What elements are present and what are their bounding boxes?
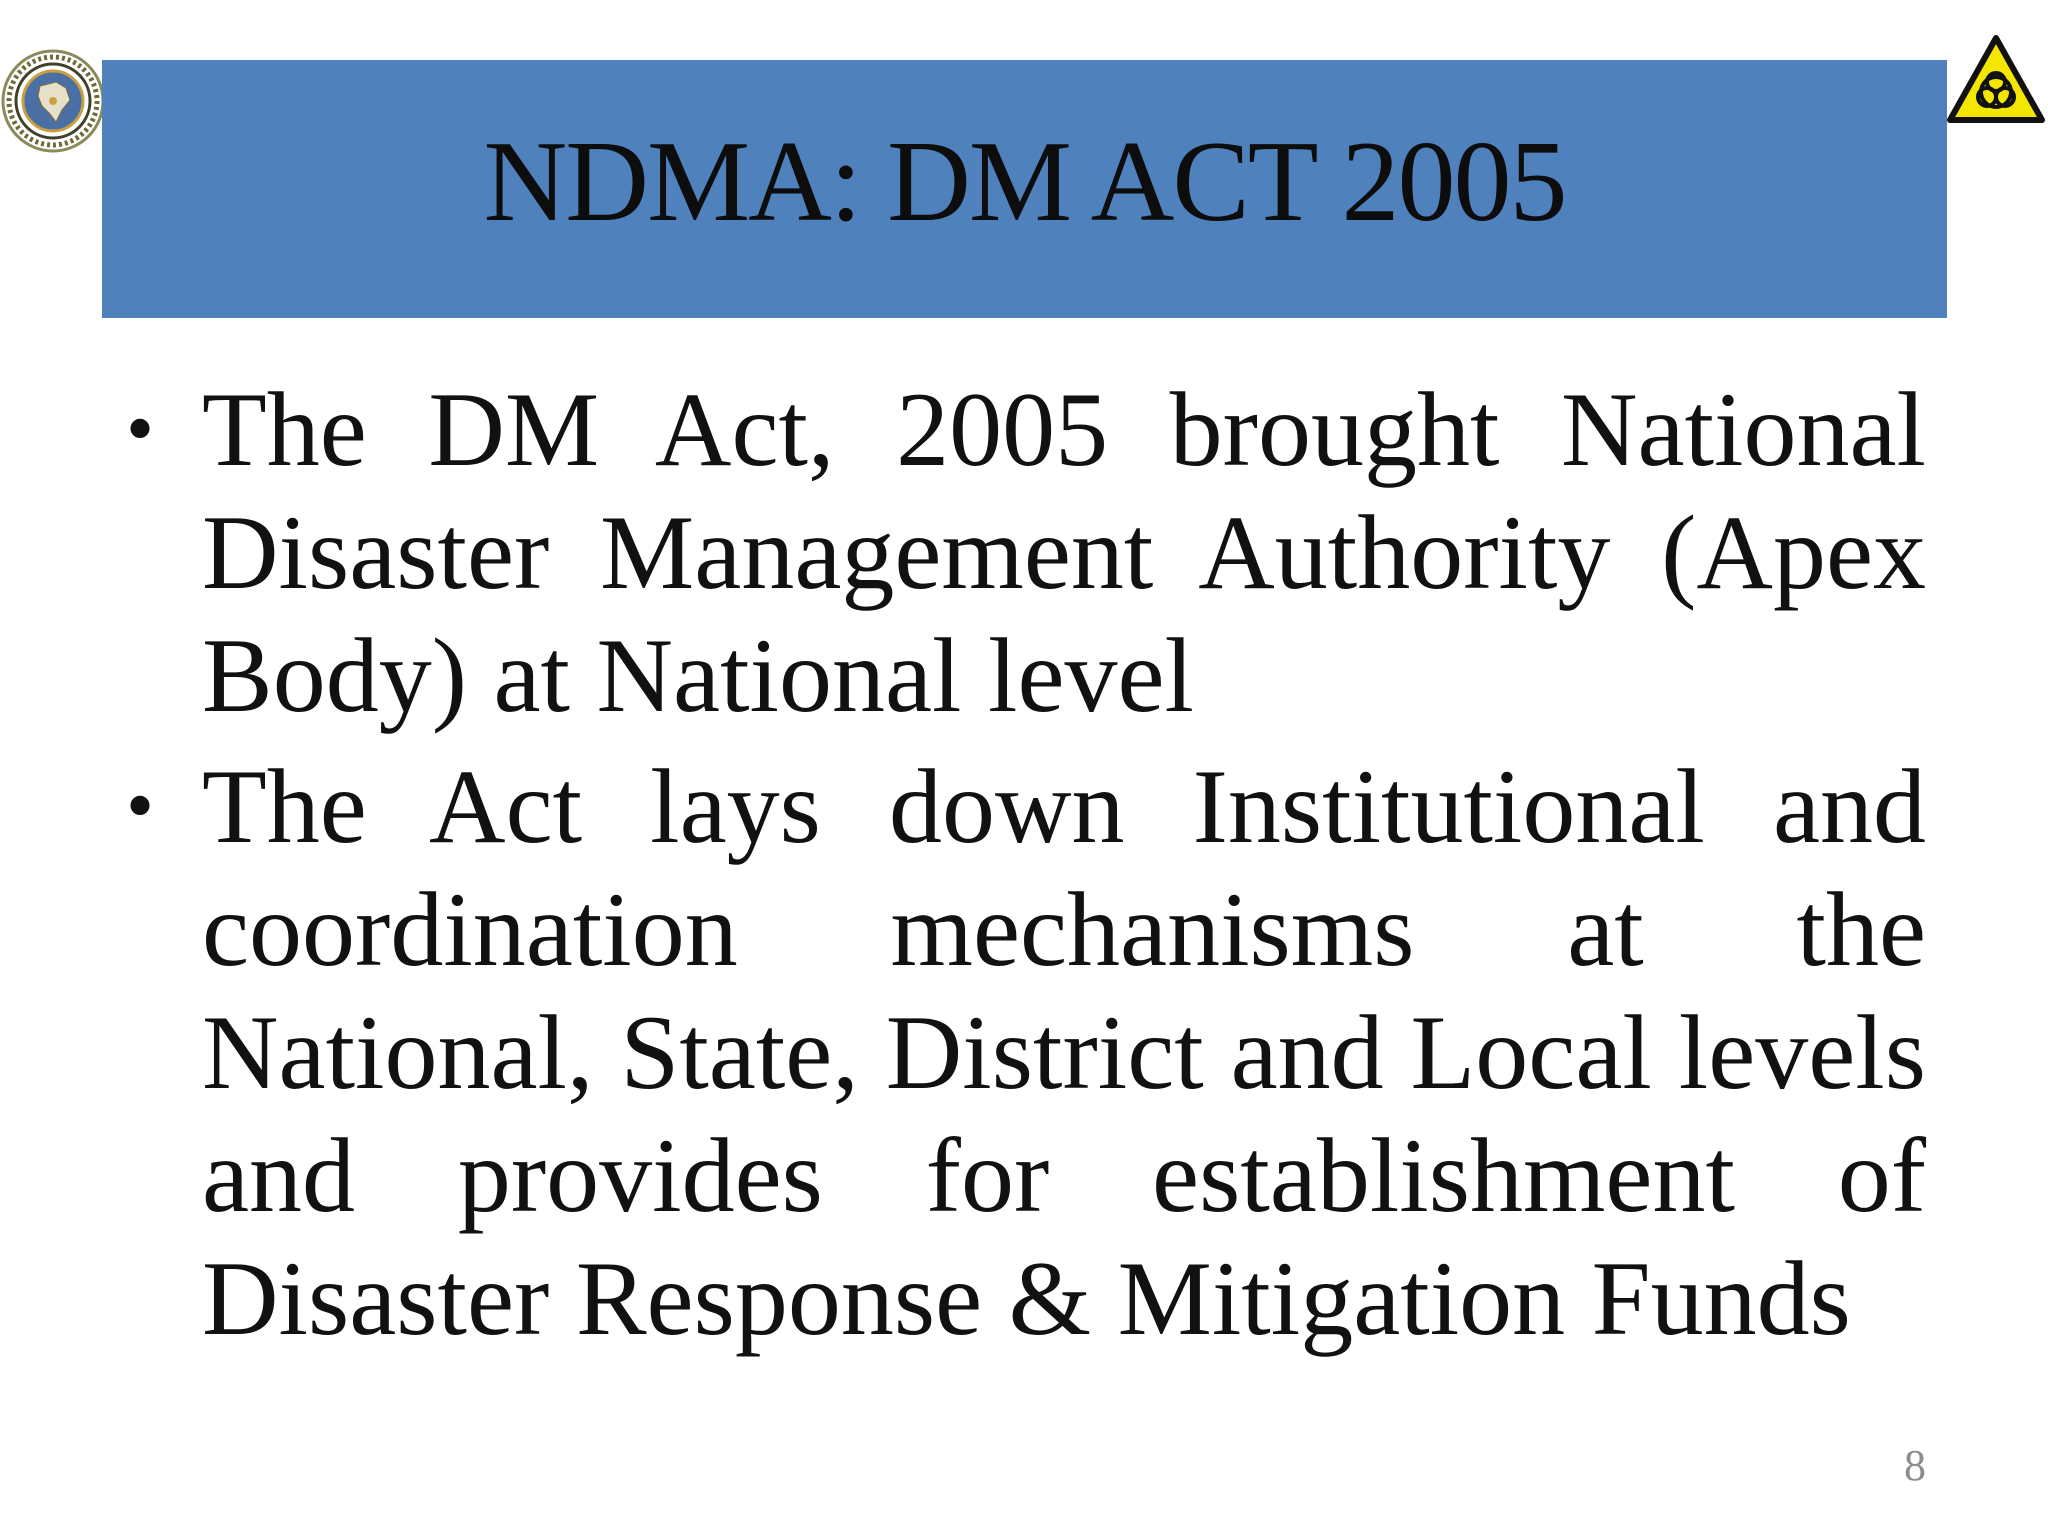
bullet-item	[118, 745, 1926, 1360]
bullet-item	[118, 368, 1926, 737]
bullet-dot: •	[126, 762, 155, 850]
bullet-list	[118, 368, 1926, 1368]
bullet-dot: •	[126, 385, 155, 473]
slide-title: NDMA: DM ACT 2005	[483, 118, 1566, 246]
title-bar	[102, 60, 1947, 318]
biohazard-warning-icon	[1946, 34, 2046, 126]
bullet-text: The DM Act, 2005 brought National Disaster Management Authority (Apex Body) at National level	[202, 371, 1926, 734]
bullet-text: The Act lays down Institutional and coordination mechanisms at the National, State, District and Local levels and provides for establishment of Disaster Response & Mitigation Funds	[202, 748, 1926, 1357]
national-emblem-seal-icon	[0, 48, 106, 154]
page-number: 8	[1904, 1441, 1926, 1490]
